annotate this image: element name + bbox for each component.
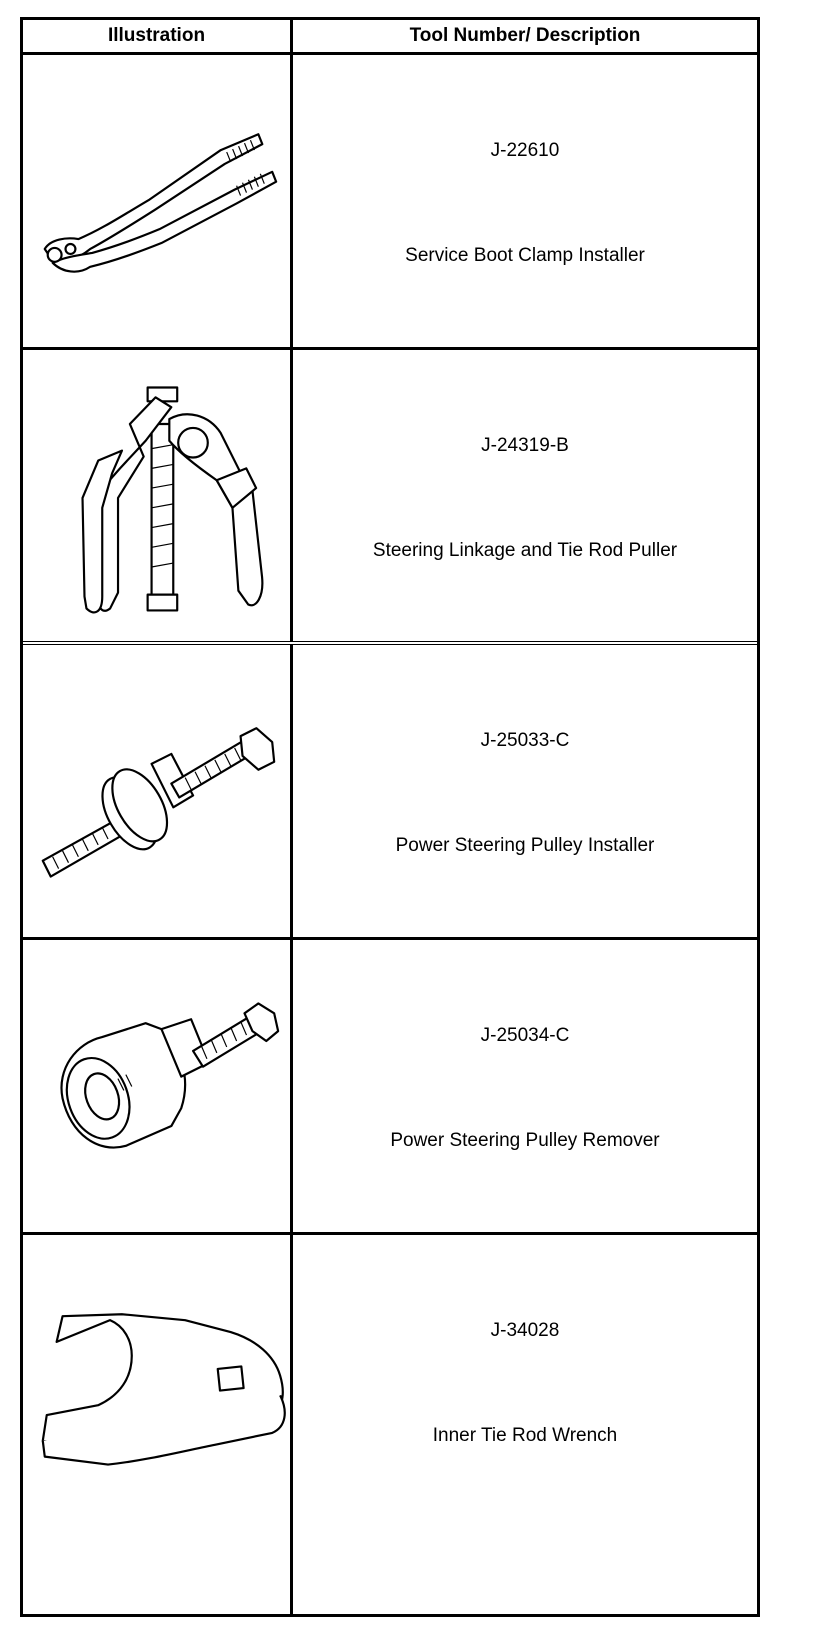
tool-number: J-22610 (490, 140, 560, 161)
tool-number: J-25034-C (480, 1025, 570, 1046)
table-row (23, 645, 757, 940)
tool-table (20, 17, 760, 1617)
tool-description: Power Steering Pulley Remover (390, 1130, 660, 1151)
description-cell (293, 645, 757, 937)
tool-description: Steering Linkage and Tie Rod Puller (372, 540, 678, 561)
tool-number: J-24319-B (481, 435, 569, 456)
description-cell (293, 940, 757, 1232)
illustration-header: Illustration (23, 20, 293, 52)
illustration-cell (23, 350, 293, 641)
tie-rod-wrench-icon (23, 1235, 290, 1614)
illustration-cell (23, 940, 293, 1232)
table-row (23, 1235, 757, 1614)
table-header-row (23, 20, 757, 55)
description-cell (293, 55, 757, 347)
tool-number: J-25033-C (480, 730, 570, 751)
tool-number: J-34028 (490, 1320, 560, 1341)
pulley-remover-icon (23, 940, 290, 1232)
pulley-installer-icon (23, 645, 290, 937)
tool-description: Power Steering Pulley Installer (395, 835, 655, 856)
table-row (23, 350, 757, 645)
illustration-cell (23, 1235, 293, 1614)
table-row (23, 55, 757, 350)
tool-description: Inner Tie Rod Wrench (432, 1425, 618, 1446)
description-cell (293, 1235, 757, 1614)
boot-clamp-pliers-icon (23, 55, 290, 347)
tie-rod-puller-icon (23, 350, 290, 641)
illustration-cell (23, 645, 293, 937)
table-row (23, 940, 757, 1235)
illustration-cell (23, 55, 293, 347)
tool-description-header: Tool Number/ Description (409, 25, 641, 46)
description-cell (293, 350, 757, 641)
tool-description: Service Boot Clamp Installer (405, 245, 645, 266)
